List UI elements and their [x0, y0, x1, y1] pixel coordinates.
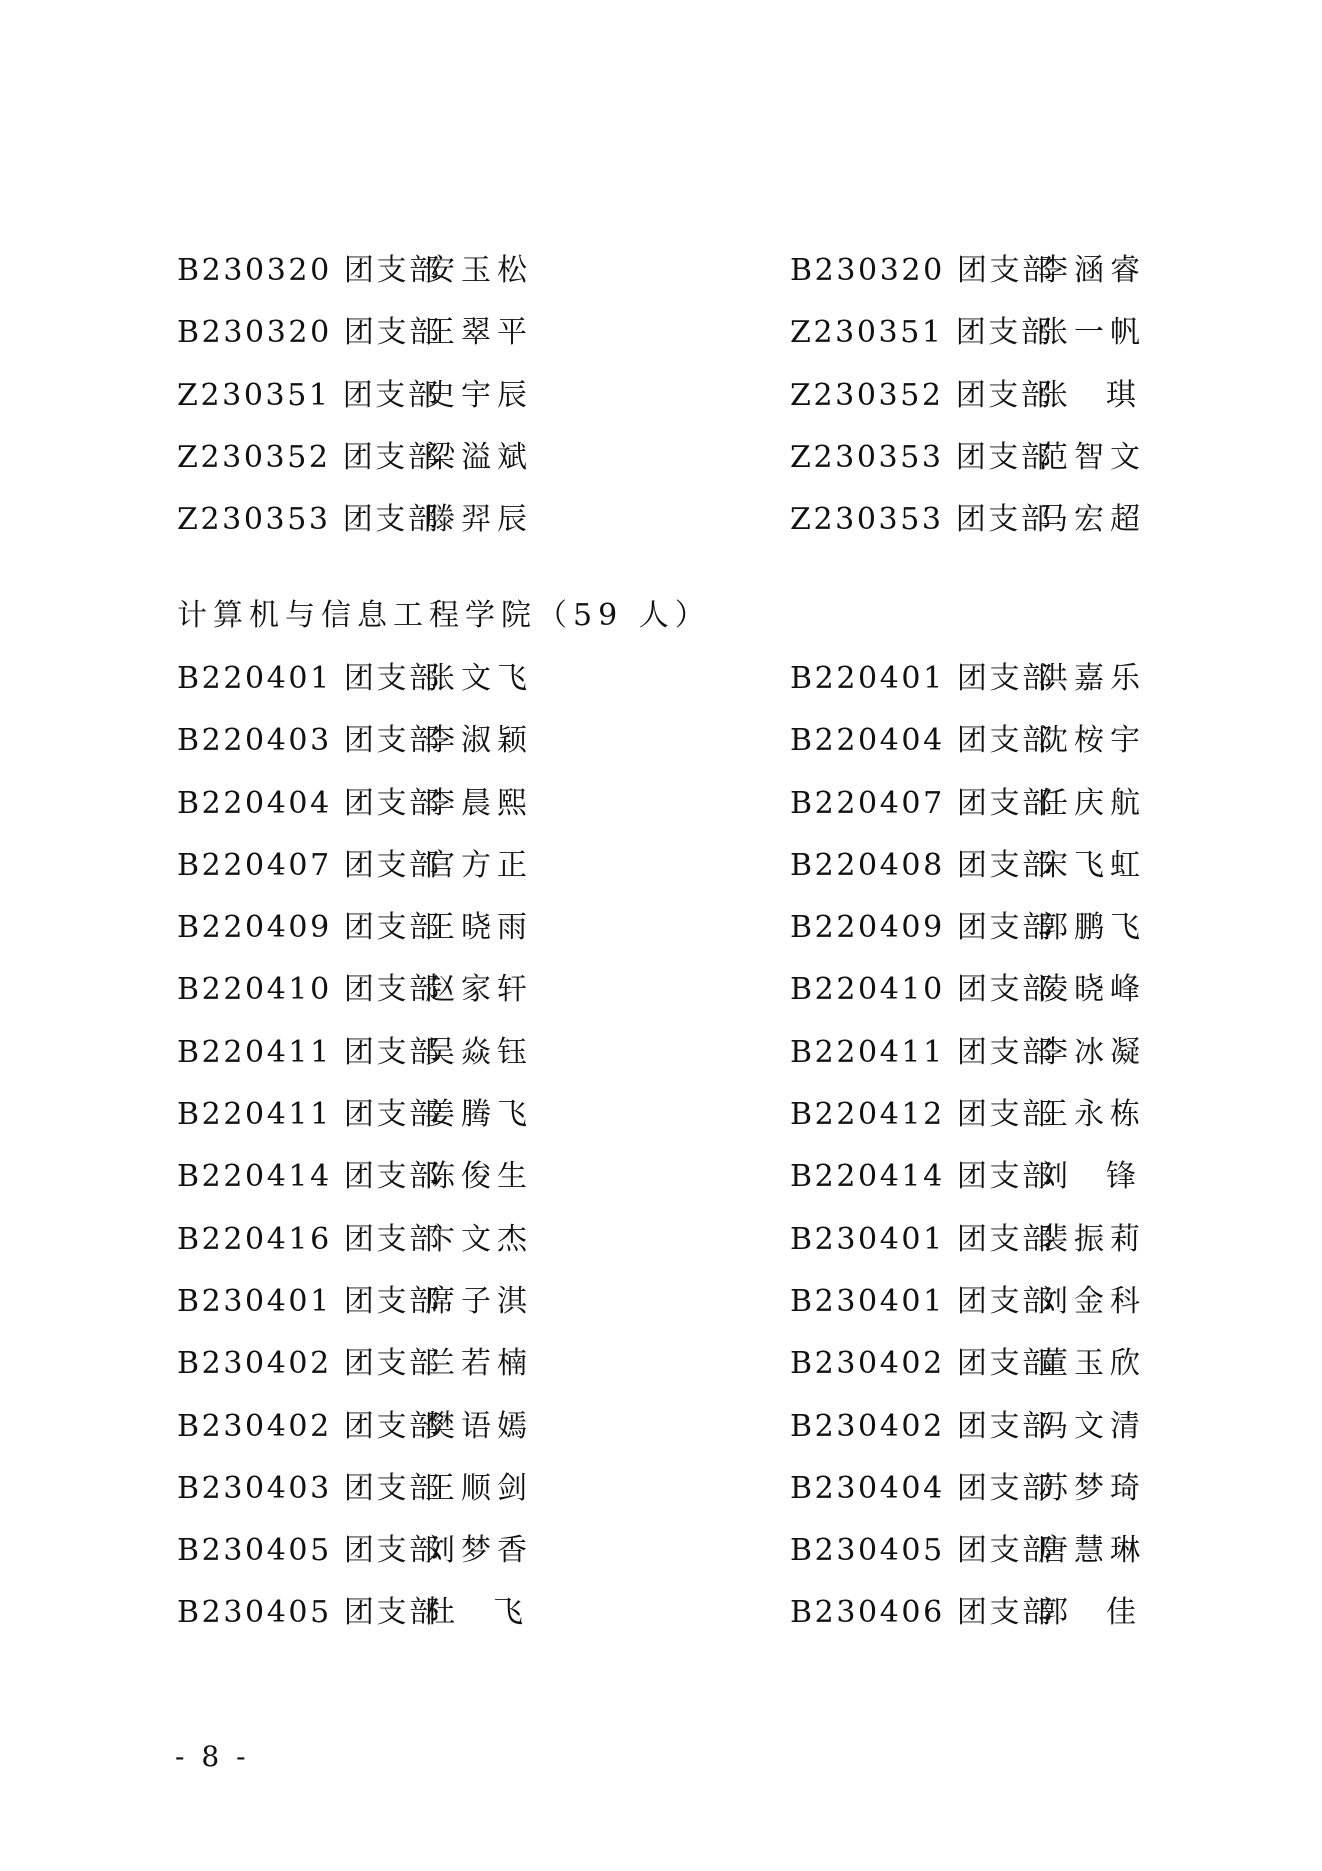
list-row	[0, 1209, 1322, 1271]
list-row	[0, 835, 1322, 897]
branch-label: Z230352 团支部	[177, 439, 441, 475]
member-name: 刘梦香	[425, 1533, 533, 1569]
list-row	[0, 773, 1322, 835]
list-row	[0, 897, 1322, 959]
member-name: 官方正	[425, 847, 533, 883]
member-name: 王翠平	[425, 315, 533, 351]
member-name: 洪嘉乐	[1038, 661, 1146, 696]
member-name: 李冰凝	[1038, 1034, 1146, 1070]
list-item	[177, 1333, 533, 1395]
member-name: 任庆航	[1038, 785, 1146, 821]
member-name: 马宏超	[1038, 502, 1146, 538]
member-name: 卞文杰	[425, 1221, 533, 1257]
list-item	[177, 959, 533, 1021]
member-name: 董玉欣	[1038, 1346, 1146, 1382]
member-name: 赵家轩	[425, 972, 533, 1008]
page-number: - 8 -	[175, 1740, 250, 1773]
list-row	[0, 427, 1322, 489]
list-item	[790, 1396, 1146, 1458]
list-row	[0, 710, 1322, 772]
list-item	[177, 710, 533, 772]
member-name: 滕羿辰	[425, 502, 533, 538]
list-row	[0, 365, 1322, 427]
branch-label: B220401 团支部	[790, 661, 1055, 696]
branch-label: Z230351 团支部	[177, 377, 441, 413]
list-row	[0, 1271, 1322, 1333]
list-item	[790, 710, 1146, 772]
list-row	[0, 1520, 1322, 1582]
branch-label: Z230353 团支部	[177, 502, 441, 538]
member-name: 兰若楠	[425, 1346, 533, 1382]
list-item	[790, 1271, 1146, 1333]
branch-label: B220409 团支部	[177, 910, 442, 946]
member-name: 席子淇	[425, 1283, 533, 1319]
section-title: 计算机与信息工程学院（59 人）	[177, 598, 711, 633]
member-name: 沈桉宇	[1038, 723, 1146, 759]
member-name: 刘 锋	[1038, 1159, 1142, 1195]
branch-label: B230405 团支部	[177, 1533, 442, 1569]
list-item	[790, 959, 1146, 1021]
member-name: 李晨熙	[425, 785, 533, 821]
branch-label: Z230352 团支部	[790, 377, 1054, 413]
list-item	[790, 835, 1146, 897]
list-item	[177, 1209, 533, 1271]
branch-label: B230404 团支部	[790, 1470, 1055, 1506]
branch-label: Z230353 团支部	[790, 439, 1054, 475]
list-row	[0, 1022, 1322, 1084]
member-name: 王永栋	[1038, 1097, 1146, 1133]
branch-label: B230401 团支部	[177, 1283, 442, 1319]
branch-label: B230406 团支部	[790, 1595, 1055, 1631]
list-item	[790, 648, 1146, 710]
member-name: 郭 佳	[1038, 1595, 1142, 1631]
list-item	[790, 302, 1146, 364]
list-item	[177, 1022, 533, 1084]
list-row	[0, 302, 1322, 364]
top-member-list	[0, 240, 1322, 551]
branch-label: B220414 团支部	[790, 1159, 1055, 1195]
list-row	[0, 1084, 1322, 1146]
member-name: 苏梦琦	[1038, 1470, 1146, 1506]
branch-label: Z230353 团支部	[790, 502, 1054, 538]
member-name: 安玉松	[425, 253, 533, 288]
member-name: 梁溢斌	[425, 439, 533, 475]
member-name: 张一帆	[1038, 315, 1146, 351]
list-item	[790, 773, 1146, 835]
branch-label: B220404 团支部	[177, 785, 442, 821]
list-item	[790, 427, 1146, 489]
list-item	[177, 1520, 533, 1582]
branch-label: B230320 团支部	[790, 253, 1055, 288]
list-row	[0, 1396, 1322, 1458]
list-item	[790, 897, 1146, 959]
list-row	[0, 240, 1322, 302]
branch-label: B230401 团支部	[790, 1221, 1055, 1257]
branch-label: B220408 团支部	[790, 847, 1055, 883]
list-item	[177, 1146, 533, 1208]
list-item	[790, 1084, 1146, 1146]
list-row	[0, 489, 1322, 551]
branch-label: B230402 团支部	[177, 1346, 442, 1382]
list-item	[790, 1333, 1146, 1395]
list-item	[177, 365, 533, 427]
list-item	[177, 240, 533, 302]
list-item	[177, 489, 533, 551]
branch-label: B220401 团支部	[177, 661, 442, 696]
section-member-list	[0, 648, 1322, 1645]
branch-label: B230320 团支部	[177, 253, 442, 288]
list-row	[0, 1582, 1322, 1644]
member-name: 姜腾飞	[425, 1097, 533, 1133]
member-name: 杜 飞	[425, 1595, 529, 1631]
member-name: 郭鹏飞	[1038, 910, 1146, 946]
list-item	[177, 648, 533, 710]
member-name: 冯文清	[1038, 1408, 1146, 1444]
member-name: 凌晓峰	[1038, 972, 1146, 1008]
member-name: 李淑颖	[425, 723, 533, 759]
branch-label: B220411 团支部	[177, 1097, 442, 1133]
member-name: 吴焱钰	[425, 1034, 533, 1070]
list-item	[177, 1458, 533, 1520]
member-name: 陈俊生	[425, 1159, 533, 1195]
list-item	[177, 773, 533, 835]
list-item	[177, 1396, 533, 1458]
list-item	[177, 835, 533, 897]
list-item	[177, 1582, 529, 1644]
member-name: 张 琪	[1038, 377, 1142, 413]
list-row	[0, 648, 1322, 710]
branch-label: B220412 团支部	[790, 1097, 1055, 1133]
member-name: 刘金科	[1038, 1283, 1146, 1319]
list-row	[0, 1333, 1322, 1395]
list-item	[790, 1209, 1146, 1271]
list-item	[177, 427, 533, 489]
branch-label: B220407 团支部	[177, 847, 442, 883]
member-name: 唐慧琳	[1038, 1533, 1146, 1569]
member-name: 宋飞虹	[1038, 847, 1146, 883]
branch-label: B230401 团支部	[790, 1283, 1055, 1319]
list-item	[177, 302, 533, 364]
list-row	[0, 959, 1322, 1021]
member-name: 王晓雨	[425, 910, 533, 946]
list-item	[790, 1146, 1142, 1208]
member-name: 王顺剑	[425, 1470, 533, 1506]
member-name: 史宇辰	[425, 377, 533, 413]
branch-label: B230405 团支部	[790, 1533, 1055, 1569]
branch-label: B230402 团支部	[790, 1408, 1055, 1444]
branch-label: B220414 团支部	[177, 1159, 442, 1195]
member-name: 裴振莉	[1038, 1221, 1146, 1257]
list-item	[790, 1520, 1146, 1582]
branch-label: B220411 团支部	[177, 1034, 442, 1070]
branch-label: B230405 团支部	[177, 1595, 442, 1631]
list-item	[790, 1022, 1146, 1084]
branch-label: B220407 团支部	[790, 785, 1055, 821]
branch-label: B220403 团支部	[177, 723, 442, 759]
branch-label: B230320 团支部	[177, 315, 442, 351]
branch-label: B230403 团支部	[177, 1470, 442, 1506]
branch-label: B220410 团支部	[790, 972, 1055, 1008]
branch-label: B220416 团支部	[177, 1221, 442, 1257]
member-name: 张文飞	[425, 661, 533, 696]
branch-label: B220410 团支部	[177, 972, 442, 1008]
member-name: 樊语嫣	[425, 1408, 533, 1444]
branch-label: B220404 团支部	[790, 723, 1055, 759]
member-name: 范智文	[1038, 439, 1146, 475]
branch-label: B230402 团支部	[790, 1346, 1055, 1382]
member-name: 李涵睿	[1038, 253, 1146, 288]
branch-label: Z230351 团支部	[790, 315, 1054, 351]
list-item	[790, 240, 1146, 302]
list-row	[0, 1146, 1322, 1208]
list-item	[177, 1271, 533, 1333]
branch-label: B230402 团支部	[177, 1408, 442, 1444]
list-item	[790, 489, 1146, 551]
list-item	[177, 1084, 533, 1146]
list-item	[790, 365, 1142, 427]
list-row	[0, 1458, 1322, 1520]
list-item	[790, 1582, 1142, 1644]
list-item	[177, 897, 533, 959]
list-item	[790, 1458, 1146, 1520]
branch-label: B220409 团支部	[790, 910, 1055, 946]
branch-label: B220411 团支部	[790, 1034, 1055, 1070]
